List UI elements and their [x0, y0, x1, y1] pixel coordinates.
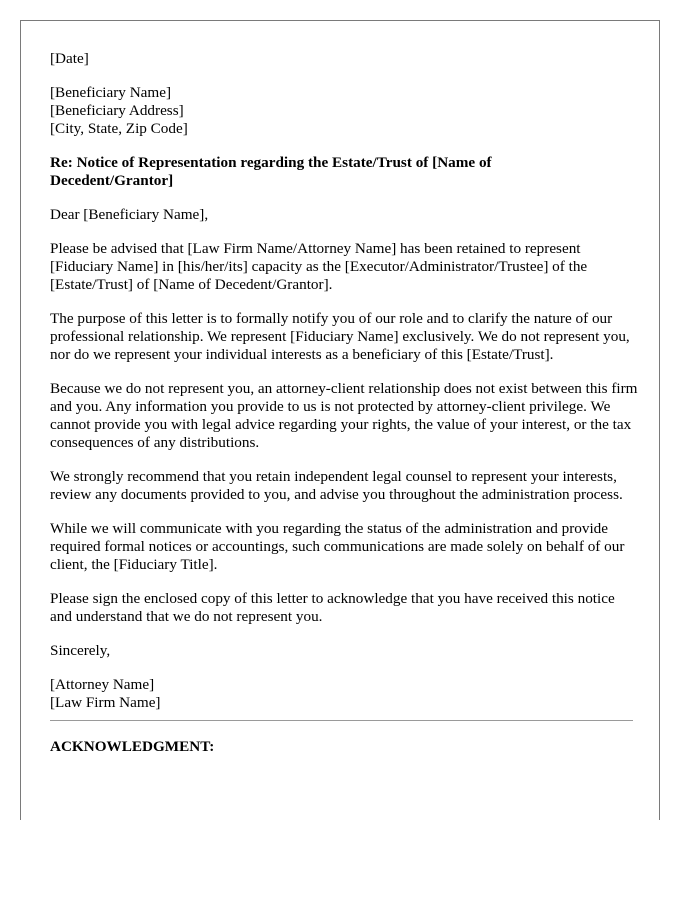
- body-paragraph-sign-request: Please sign the enclosed copy of this letter to acknowledge that you have received this notice and understand that we do not represent you.: [50, 590, 615, 625]
- body-paragraph-retention: Please be advised that [Law Firm Name/Attorney Name] has been retained to represent [Fiduciary Name] in [his/her/its] capacity as the [Executor/Administrator/Trustee] of the [Estate/Trust] of [Name of Decedent/Grantor].: [50, 240, 588, 293]
- letter-date: [Date]: [50, 50, 89, 67]
- letter-content: [50, 50, 640, 756]
- recipient-city-state-zip: [City, State, Zip Code]: [50, 120, 188, 137]
- body-paragraph-purpose: The purpose of this letter is to formally notify you of our role and to clarify the nature of our professional relationship. We represent [Fiduciary Name] exclusively. We do not represent you, nor do we represent your individual interests as a beneficiary of this [Estate/Trust].: [50, 310, 630, 363]
- acknowledgment-heading: ACKNOWLEDGMENT:: [50, 738, 215, 755]
- recipient-name: [Beneficiary Name]: [50, 84, 172, 101]
- letter-page: [20, 20, 660, 820]
- recipient-block: [50, 84, 640, 138]
- subject-line-1: Re: Notice of Representation regarding the Estate/Trust of [Name of: [50, 154, 492, 171]
- body-paragraph-communications: While we will communicate with you regarding the status of the administration and provide required formal notices or accountings, such communications are made solely on behalf of our client, the [Fiduciary Title].: [50, 520, 625, 573]
- section-divider: [50, 720, 633, 721]
- attorney-name: [Attorney Name]: [50, 676, 155, 693]
- recipient-address: [Beneficiary Address]: [50, 102, 184, 119]
- body-paragraph-no-relationship: Because we do not represent you, an attorney-client relationship does not exist between this firm and you. Any information you provide to us is not protected by attorney-client privilege. We cannot provide you with legal advice regarding your rights, the value of your interest, or the tax consequences of any distributions.: [50, 380, 638, 451]
- law-firm-name: [Law Firm Name]: [50, 694, 161, 711]
- salutation-text: Dear [Beneficiary Name],: [50, 206, 209, 223]
- signature-block: [50, 676, 640, 712]
- subject-line-2: Decedent/Grantor]: [50, 172, 174, 189]
- closing: [50, 642, 640, 660]
- closing-text: Sincerely,: [50, 642, 111, 659]
- body-paragraph-recommendation: We strongly recommend that you retain independent legal counsel to represent your interests, review any documents provided to you, and advise you throughout the administration process.: [50, 468, 623, 503]
- date-block: [50, 50, 640, 68]
- subject-line: [50, 154, 640, 190]
- salutation: [50, 206, 640, 224]
